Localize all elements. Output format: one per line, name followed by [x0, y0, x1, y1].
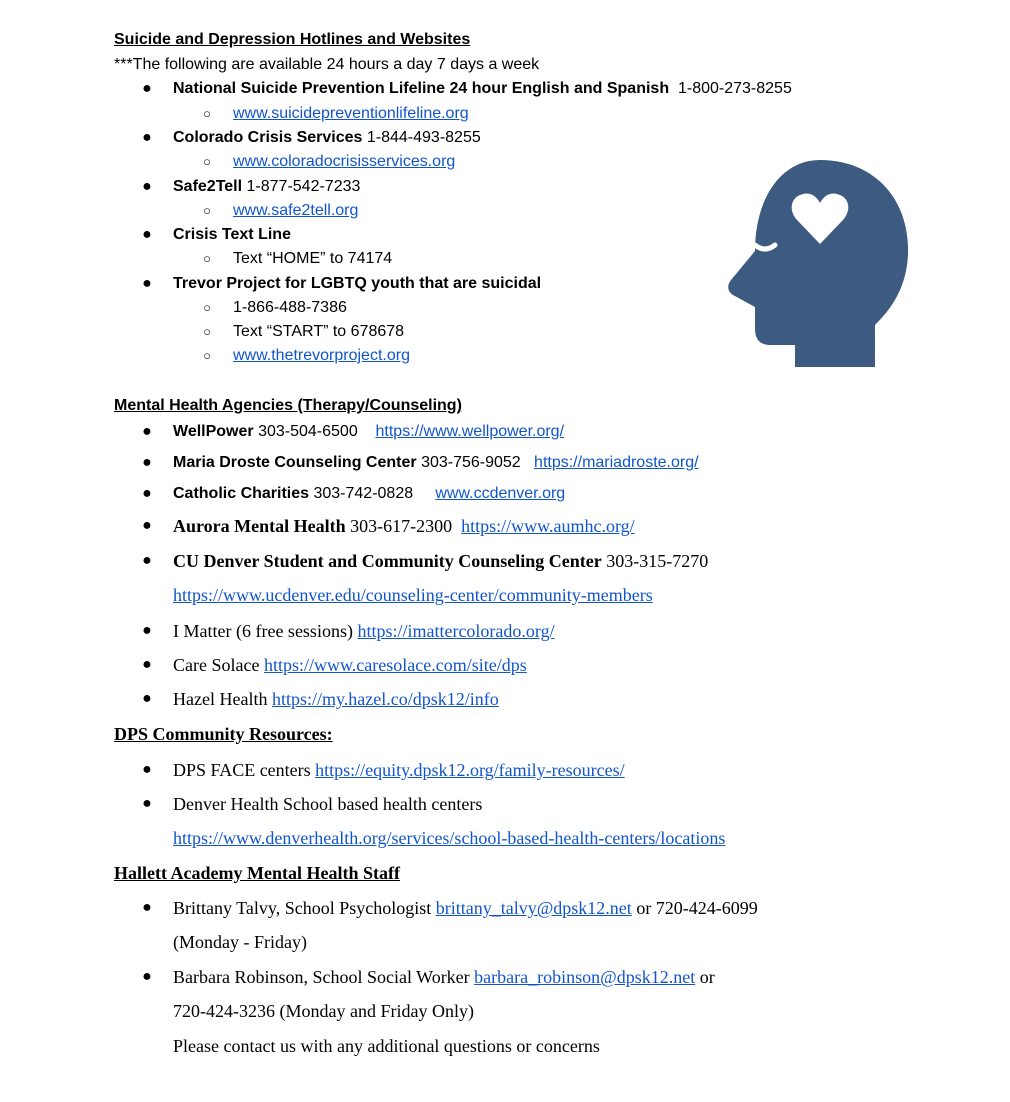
- agency-name: Maria Droste Counseling Center: [173, 454, 417, 471]
- hotline-name: Crisis Text Line: [173, 226, 291, 243]
- hotline-link[interactable]: www.suicidepreventionlifeline.org: [233, 105, 469, 122]
- agency-phone: 303-315-7270: [606, 551, 709, 571]
- hotline-phone: 1-800-273-8255: [677, 80, 792, 97]
- dps-item: Denver Health School based health centers: [173, 794, 483, 814]
- hotline-phone: 1-877-542-7233: [246, 178, 361, 195]
- dps-link[interactable]: https://equity.dpsk12.org/family-resources/: [315, 760, 625, 780]
- bullet: ●: [142, 656, 152, 673]
- staff-text: Barbara Robinson, School Social Worker: [173, 967, 470, 987]
- agency-item: [173, 655, 527, 675]
- agency-link[interactable]: https://www.ucdenver.edu/counseling-center/community-members: [173, 585, 653, 605]
- agency-item: [173, 621, 555, 641]
- dps-text: DPS FACE centers: [173, 760, 311, 780]
- staff-email-link[interactable]: barbara_robinson@dpsk12.net: [474, 967, 696, 987]
- dps-link[interactable]: https://www.denverhealth.org/services/school-based-health-centers/locations: [173, 828, 726, 848]
- sub-bullet: ○: [203, 106, 211, 121]
- hotline-sub-text: Text “HOME” to 74174: [233, 250, 393, 267]
- agency-link[interactable]: https://www.caresolace.com/site/dps: [263, 655, 527, 675]
- bullet: ●: [142, 129, 152, 146]
- bullet: ●: [142, 795, 152, 812]
- bullet: ●: [142, 517, 152, 534]
- agency-name: Catholic Charities: [173, 485, 310, 502]
- bullet: ●: [142, 178, 152, 195]
- agency-link[interactable]: https://mariadroste.org/: [534, 454, 699, 471]
- sub-bullet: ○: [203, 154, 211, 169]
- sub-bullet: ○: [203, 324, 211, 339]
- agency-item: [173, 484, 565, 504]
- hotlines-heading: Suicide and Depression Hotlines and Websites: [114, 31, 471, 48]
- agency-link[interactable]: https://imattercolorado.org/: [357, 621, 555, 641]
- bullet: ●: [142, 761, 152, 778]
- staff-heading: Hallett Academy Mental Health Staff: [114, 863, 400, 883]
- agency-name: CU Denver Student and Community Counseling Center: [173, 551, 602, 571]
- hotline-name: Safe2Tell: [173, 178, 243, 195]
- hotline-item: [173, 79, 792, 99]
- availability-note: ***The following are available 24 hours a day 7 days a week: [114, 56, 540, 73]
- hotline-item: [173, 225, 291, 245]
- agency-phone: 303-617-2300: [350, 516, 453, 536]
- hotline-link[interactable]: www.thetrevorproject.org: [233, 347, 410, 364]
- bullet: ●: [142, 80, 152, 97]
- staff-phone: or: [699, 967, 715, 987]
- agency-text: Hazel Health: [173, 689, 268, 709]
- agency-phone: 303-742-0828: [313, 485, 414, 502]
- bullet: ●: [142, 275, 152, 292]
- agency-item: [173, 689, 499, 709]
- agency-phone: 303-756-9052: [421, 454, 521, 471]
- bullet: ●: [142, 552, 152, 569]
- bullet: ●: [142, 690, 152, 707]
- staff-hours: (Monday - Friday): [173, 932, 307, 952]
- sub-bullet: ○: [203, 300, 211, 315]
- staff-hours: 720-424-3236 (Monday and Friday Only): [173, 1001, 474, 1021]
- hotline-sub-text: 1-866-488-7386: [233, 299, 347, 316]
- bullet: ●: [142, 622, 152, 639]
- hotline-item: [173, 128, 481, 148]
- agency-link[interactable]: https://my.hazel.co/dpsk12/info: [271, 689, 499, 709]
- hotline-link[interactable]: www.coloradocrisisservices.org: [233, 153, 456, 170]
- bullet: ●: [142, 226, 152, 243]
- dps-item: [173, 760, 625, 780]
- agency-item: [173, 422, 564, 442]
- hotline-phone: 1-844-493-8255: [366, 129, 481, 146]
- agency-link[interactable]: https://www.aumhc.org/: [461, 516, 635, 536]
- closing-note: Please contact us with any additional questions or concerns: [173, 1036, 600, 1056]
- staff-text: Brittany Talvy, School Psychologist: [173, 898, 432, 918]
- bullet: ●: [142, 423, 152, 440]
- dps-heading: DPS Community Resources:: [114, 724, 333, 744]
- bullet: ●: [142, 485, 152, 502]
- staff-email-link[interactable]: brittany_talvy@dpsk12.net: [435, 898, 632, 918]
- head-heart-icon: [725, 155, 910, 370]
- agencies-heading: Mental Health Agencies (Therapy/Counseling): [114, 397, 462, 414]
- agency-item: [173, 453, 699, 473]
- staff-item: [173, 898, 758, 918]
- agency-phone: 303-504-6500: [258, 423, 358, 440]
- agency-item: [173, 516, 635, 536]
- sub-bullet: ○: [203, 203, 211, 218]
- agency-text: I Matter (6 free sessions): [173, 621, 353, 641]
- agency-link[interactable]: https://www.wellpower.org/: [375, 423, 565, 440]
- head-silhouette: [728, 160, 908, 367]
- hotline-item: [173, 274, 541, 294]
- bullet: ●: [142, 454, 152, 471]
- hotline-name: Trevor Project for LGBTQ youth that are suicidal: [173, 275, 542, 292]
- staff-phone: or 720-424-6099: [636, 898, 758, 918]
- agency-item: [173, 551, 708, 571]
- agency-name: Aurora Mental Health: [173, 516, 346, 536]
- hotline-name: National Suicide Prevention Lifeline 24 hour English and Spanish: [173, 80, 670, 97]
- hotline-item: [173, 177, 360, 197]
- bullet: ●: [142, 968, 152, 985]
- bullet: ●: [142, 899, 152, 916]
- hotline-name: Colorado Crisis Services: [173, 129, 363, 146]
- sub-bullet: ○: [203, 251, 211, 266]
- agency-text: Care Solace: [173, 655, 260, 675]
- hotline-link[interactable]: www.safe2tell.org: [233, 202, 359, 219]
- sub-bullet: ○: [203, 348, 211, 363]
- staff-item: [173, 967, 715, 987]
- agency-name: WellPower: [173, 423, 254, 440]
- agency-link[interactable]: www.ccdenver.org: [435, 485, 566, 502]
- hotline-sub-text: Text “START” to 678678: [233, 323, 405, 340]
